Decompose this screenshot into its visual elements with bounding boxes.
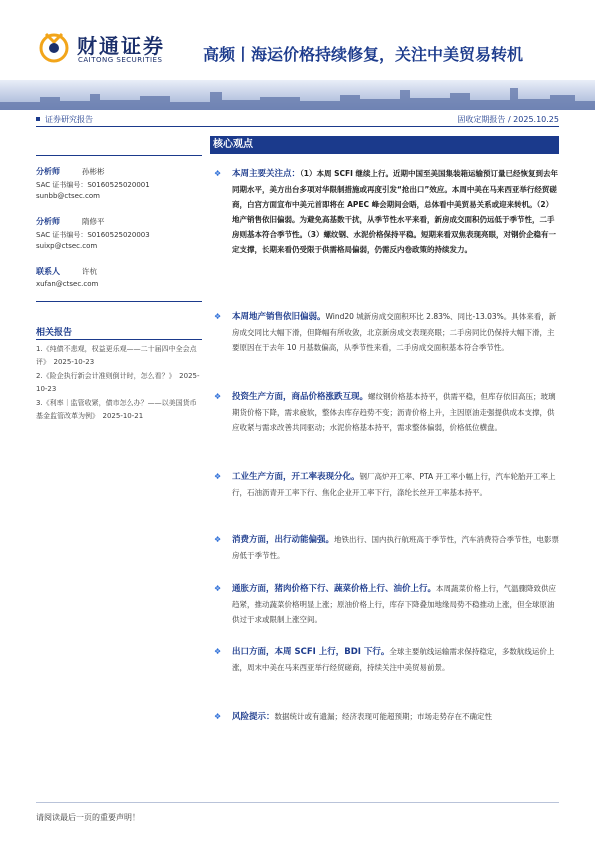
bullet-heading: 风险提示： (232, 712, 275, 722)
bullet-item (214, 389, 559, 435)
bullet-item (214, 469, 559, 500)
bullet-item (214, 644, 559, 675)
bullet-text: 全球主要航线运输需求保持稳定，多数航线运价上涨，周末中美在马来西亚举行经贸磋商，持续关注中美贸易前景。 (232, 647, 555, 672)
report-type (36, 114, 93, 125)
analyst-item (36, 166, 202, 216)
diamond-bullet-icon: ❖ (214, 647, 222, 656)
related-reports-title: 相关报告 (36, 328, 73, 338)
bullet-heading: 工业生产方面，开工率表现分化。 (232, 472, 360, 482)
report-meta: 固收定期报告 / 2025.10.25 (457, 115, 559, 124)
analyst-role: 分析师 (36, 217, 60, 226)
diamond-bullet-icon: ❖ (214, 584, 222, 593)
analyst-item (36, 216, 202, 266)
bullet-heading: 本周地产销售依旧偏弱。 (232, 312, 326, 322)
bullet-text: 数据统计或有遗漏；经济表现可能超预期；市场走势存在不确定性 (274, 712, 493, 721)
logo-en-text: CAITONG SECURITIES (78, 56, 163, 64)
analyst-email[interactable]: sunbb@ctsec.com (36, 192, 100, 200)
analyst-panel (36, 166, 202, 316)
bullet-text: 螺纹钢价格基本持平，供需平稳，但库存依旧高压；玻璃期货价格下降，需求疲软，整体去库存趋势不变；沥青价格上升，主因原油走强提供成本支撑，供应收紧与需求改善共同驱动；水泥价格基本持平，需求整体偏弱，价格低位横盘。 (232, 392, 556, 432)
related-reports-divider (36, 339, 202, 340)
bullet-heading: 通胀方面，猪肉价格下行、蔬菜价格上行、油价上行。 (232, 584, 437, 594)
diamond-bullet-icon: ❖ (214, 712, 222, 721)
contact-email[interactable]: xufan@ctsec.com (36, 280, 99, 288)
core-views-heading (210, 136, 559, 154)
skyline-banner (0, 80, 595, 110)
analyst-name: 隋修平 (82, 217, 105, 226)
related-report-item[interactable]: 3.《利率｜监管收紧，债市怎么办？——以美国货币基金监管改革为例》 2025-10-21 (36, 399, 197, 420)
contact-name: 许杭 (82, 267, 97, 276)
bullet-item (214, 709, 559, 725)
logo-cn-text: 财通证券 (77, 34, 165, 58)
analyst-role: 分析师 (36, 167, 60, 176)
company-logo (38, 28, 188, 72)
related-report-item[interactable]: 2.《险企执行新会计准则倒计时，怎么看？》 2025-10-23 (36, 372, 200, 393)
bullet-heading: 投资生产方面，商品价格涨跌互现。 (232, 392, 369, 402)
diamond-bullet-icon: ❖ (214, 472, 222, 481)
analyst-cert: SAC 证书编号：S0160525020001 (36, 181, 150, 189)
footer-divider (36, 802, 559, 803)
logo-mark-icon (38, 28, 70, 64)
bullet-item (214, 581, 559, 627)
bullet-item (214, 309, 559, 355)
sidebar-divider-top (36, 155, 202, 156)
contact-role: 联系人 (36, 267, 60, 276)
related-report-item[interactable]: 1.《纯债不悲观，权益更乐观——二十届四中全会点评》 2025-10-23 (36, 345, 197, 366)
bullet-text: 地铁出行、国内执行航班高于季节性，汽车消费符合季节性，电影票房低于季节性。 (232, 535, 560, 560)
header-divider (36, 126, 559, 127)
analyst-name: 孙彬彬 (82, 167, 105, 176)
bullet-text: 本周蔬菜价格上行，气温骤降致供应趋紧，推动蔬菜价格明显上涨；原油价格上行，库存下降叠加地缘局势不稳推动上涨，但全球原油供过于求或限制上涨空间。 (232, 584, 557, 624)
bullet-text: Wind20 城新房成交面积环比 2.83%、同比-13.03%。具体来看，新房成交同比大幅下滑，但降幅有所收敛，北京新房成交表现亮眼；二手房同比仍保持大幅下滑，主要原因在于去年 10 月基数偏高，从季节性来看，二手房成交面积基本符合季节性。 (232, 312, 557, 352)
core-views-title: 核心观点 (213, 139, 253, 150)
bullet-heading: 消费方面，出行动能偏强。 (232, 535, 335, 545)
bullet-heading: 出口方面，本周 SCFI 上行，BDI 下行。 (232, 647, 390, 657)
diamond-bullet-icon: ❖ (214, 392, 222, 401)
report-type-label: 证券研究报告 (45, 115, 93, 124)
bullet-text: （1）本周 SCFI 继续上行。近期中国至美国集装箱运输预订量已经恢复到去年同期水平，美方出台多项对华限制措施或再度引发“抢出口”效应。本周中美在马来西亚举行经贸磋商，白宫方面宣布中美元首即将在 APEC 峰会期间会晤，总体看中美贸易关系或迎来转机。（2）地产销售依旧偏弱。为避免高基数干扰，从季节性水平来看，新房成交面积仍远低于季节性，二手房则基本符合季节性。（3）螺纹钢、水泥价格保持平稳。短期来看双焦表现亮眼，对钢价企稳有一定支撑，长期来看仍受限于供需格局偏弱，仍需反内卷政策的持续发力。 (232, 169, 559, 254)
related-reports-list (36, 343, 202, 424)
report-title: 高频丨海运价格持续修复，关注中美贸易转机 (203, 45, 524, 64)
bullet-heading: 本周主要关注点： (232, 169, 301, 179)
contact-item (36, 266, 202, 316)
bullet-item (214, 166, 559, 257)
diamond-bullet-icon: ❖ (214, 535, 222, 544)
bullet-text: 钢厂高炉开工率、PTA 开工率小幅上行，汽车轮胎开工率上行，石油沥青开工率下行、焦化企业开工率下行，涤纶长丝开工率基本持平。 (232, 472, 556, 497)
sidebar-divider-bottom (36, 301, 202, 302)
diamond-bullet-icon: ❖ (214, 312, 222, 321)
analyst-email[interactable]: suixp@ctsec.com (36, 242, 98, 250)
analyst-cert: SAC 证书编号：S0160525020003 (36, 231, 150, 239)
disclaimer-note: 请阅读最后一页的重要声明！ (36, 813, 140, 822)
diamond-bullet-icon: ❖ (214, 169, 222, 178)
bullet-item (214, 532, 559, 563)
